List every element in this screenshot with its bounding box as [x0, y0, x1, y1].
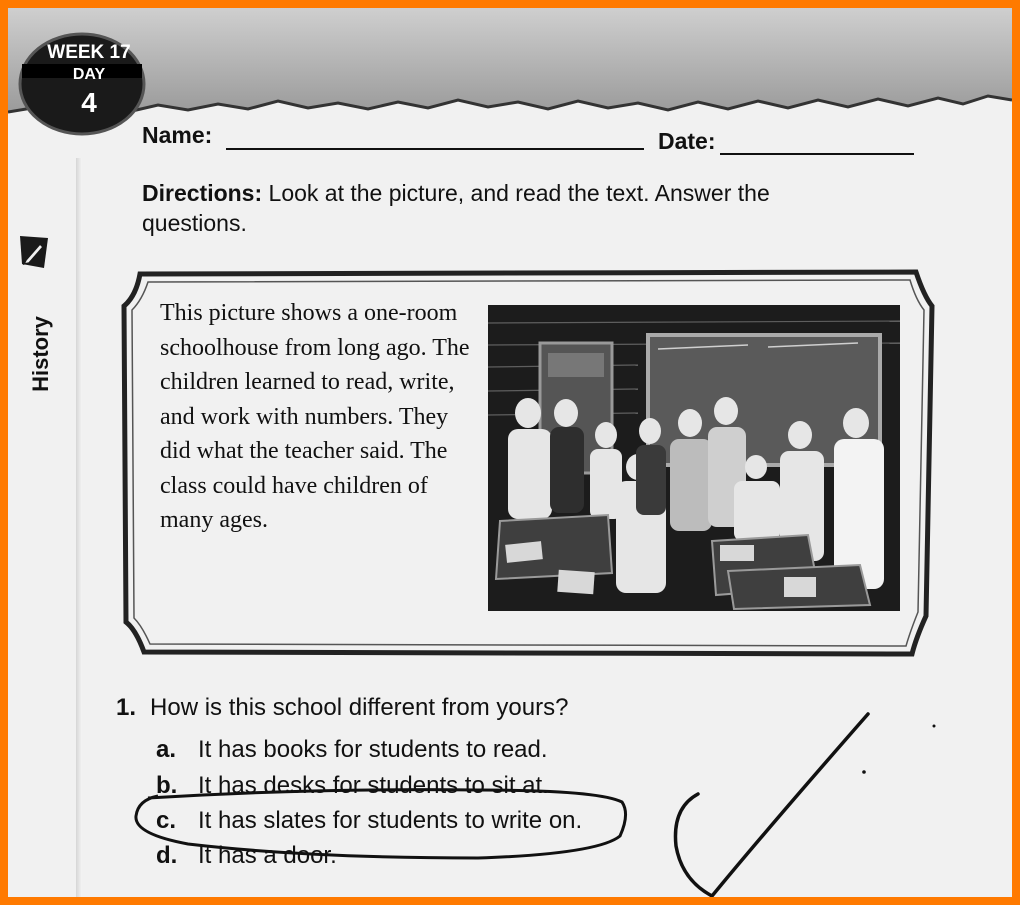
answer-option-b[interactable]	[156, 772, 549, 800]
question-text: How is this school different from yours?	[150, 694, 569, 721]
option-letter: d.	[156, 842, 178, 869]
option-text: It has a door.	[198, 842, 337, 869]
badge-day-number: 4	[81, 87, 97, 118]
question-number: 1.	[116, 694, 137, 721]
date-field[interactable]	[720, 153, 914, 155]
option-letter: b.	[156, 772, 178, 799]
answer-option-c[interactable]	[156, 807, 582, 835]
date-label: Date:	[658, 128, 716, 154]
directions-text	[142, 178, 862, 238]
option-text: It has desks for students to sit at.	[198, 772, 549, 799]
reading-passage: This picture shows a one-room schoolhouse from long ago. The children learned to read, write, and work with numbers. They did what the teacher said. The class could have children of many ages.	[160, 300, 470, 533]
schoolhouse-photo	[488, 305, 900, 611]
option-letter: c.	[156, 807, 177, 834]
option-text: It has slates for students to write on.	[198, 807, 583, 834]
option-text: It has books for students to read.	[198, 736, 548, 763]
worksheet-page	[8, 8, 1012, 897]
name-field[interactable]	[226, 148, 644, 150]
answer-option-a[interactable]	[156, 736, 548, 764]
directions-body: Look at the picture, and read the text. Answer the questions.	[142, 180, 770, 236]
pencil-icon	[18, 234, 50, 270]
name-label: Name:	[142, 122, 213, 148]
answer-option-d[interactable]	[156, 842, 337, 870]
binding-spine	[76, 158, 82, 897]
question-1	[116, 694, 568, 722]
checkmark-icon	[675, 714, 868, 896]
badge-week: WEEK 17	[47, 42, 131, 63]
badge-day-label: DAY	[72, 66, 106, 83]
subject-tab-label: History	[28, 316, 53, 392]
week-day-badge	[16, 32, 148, 137]
directions-label: Directions:	[142, 180, 263, 206]
option-letter: a.	[156, 736, 177, 763]
